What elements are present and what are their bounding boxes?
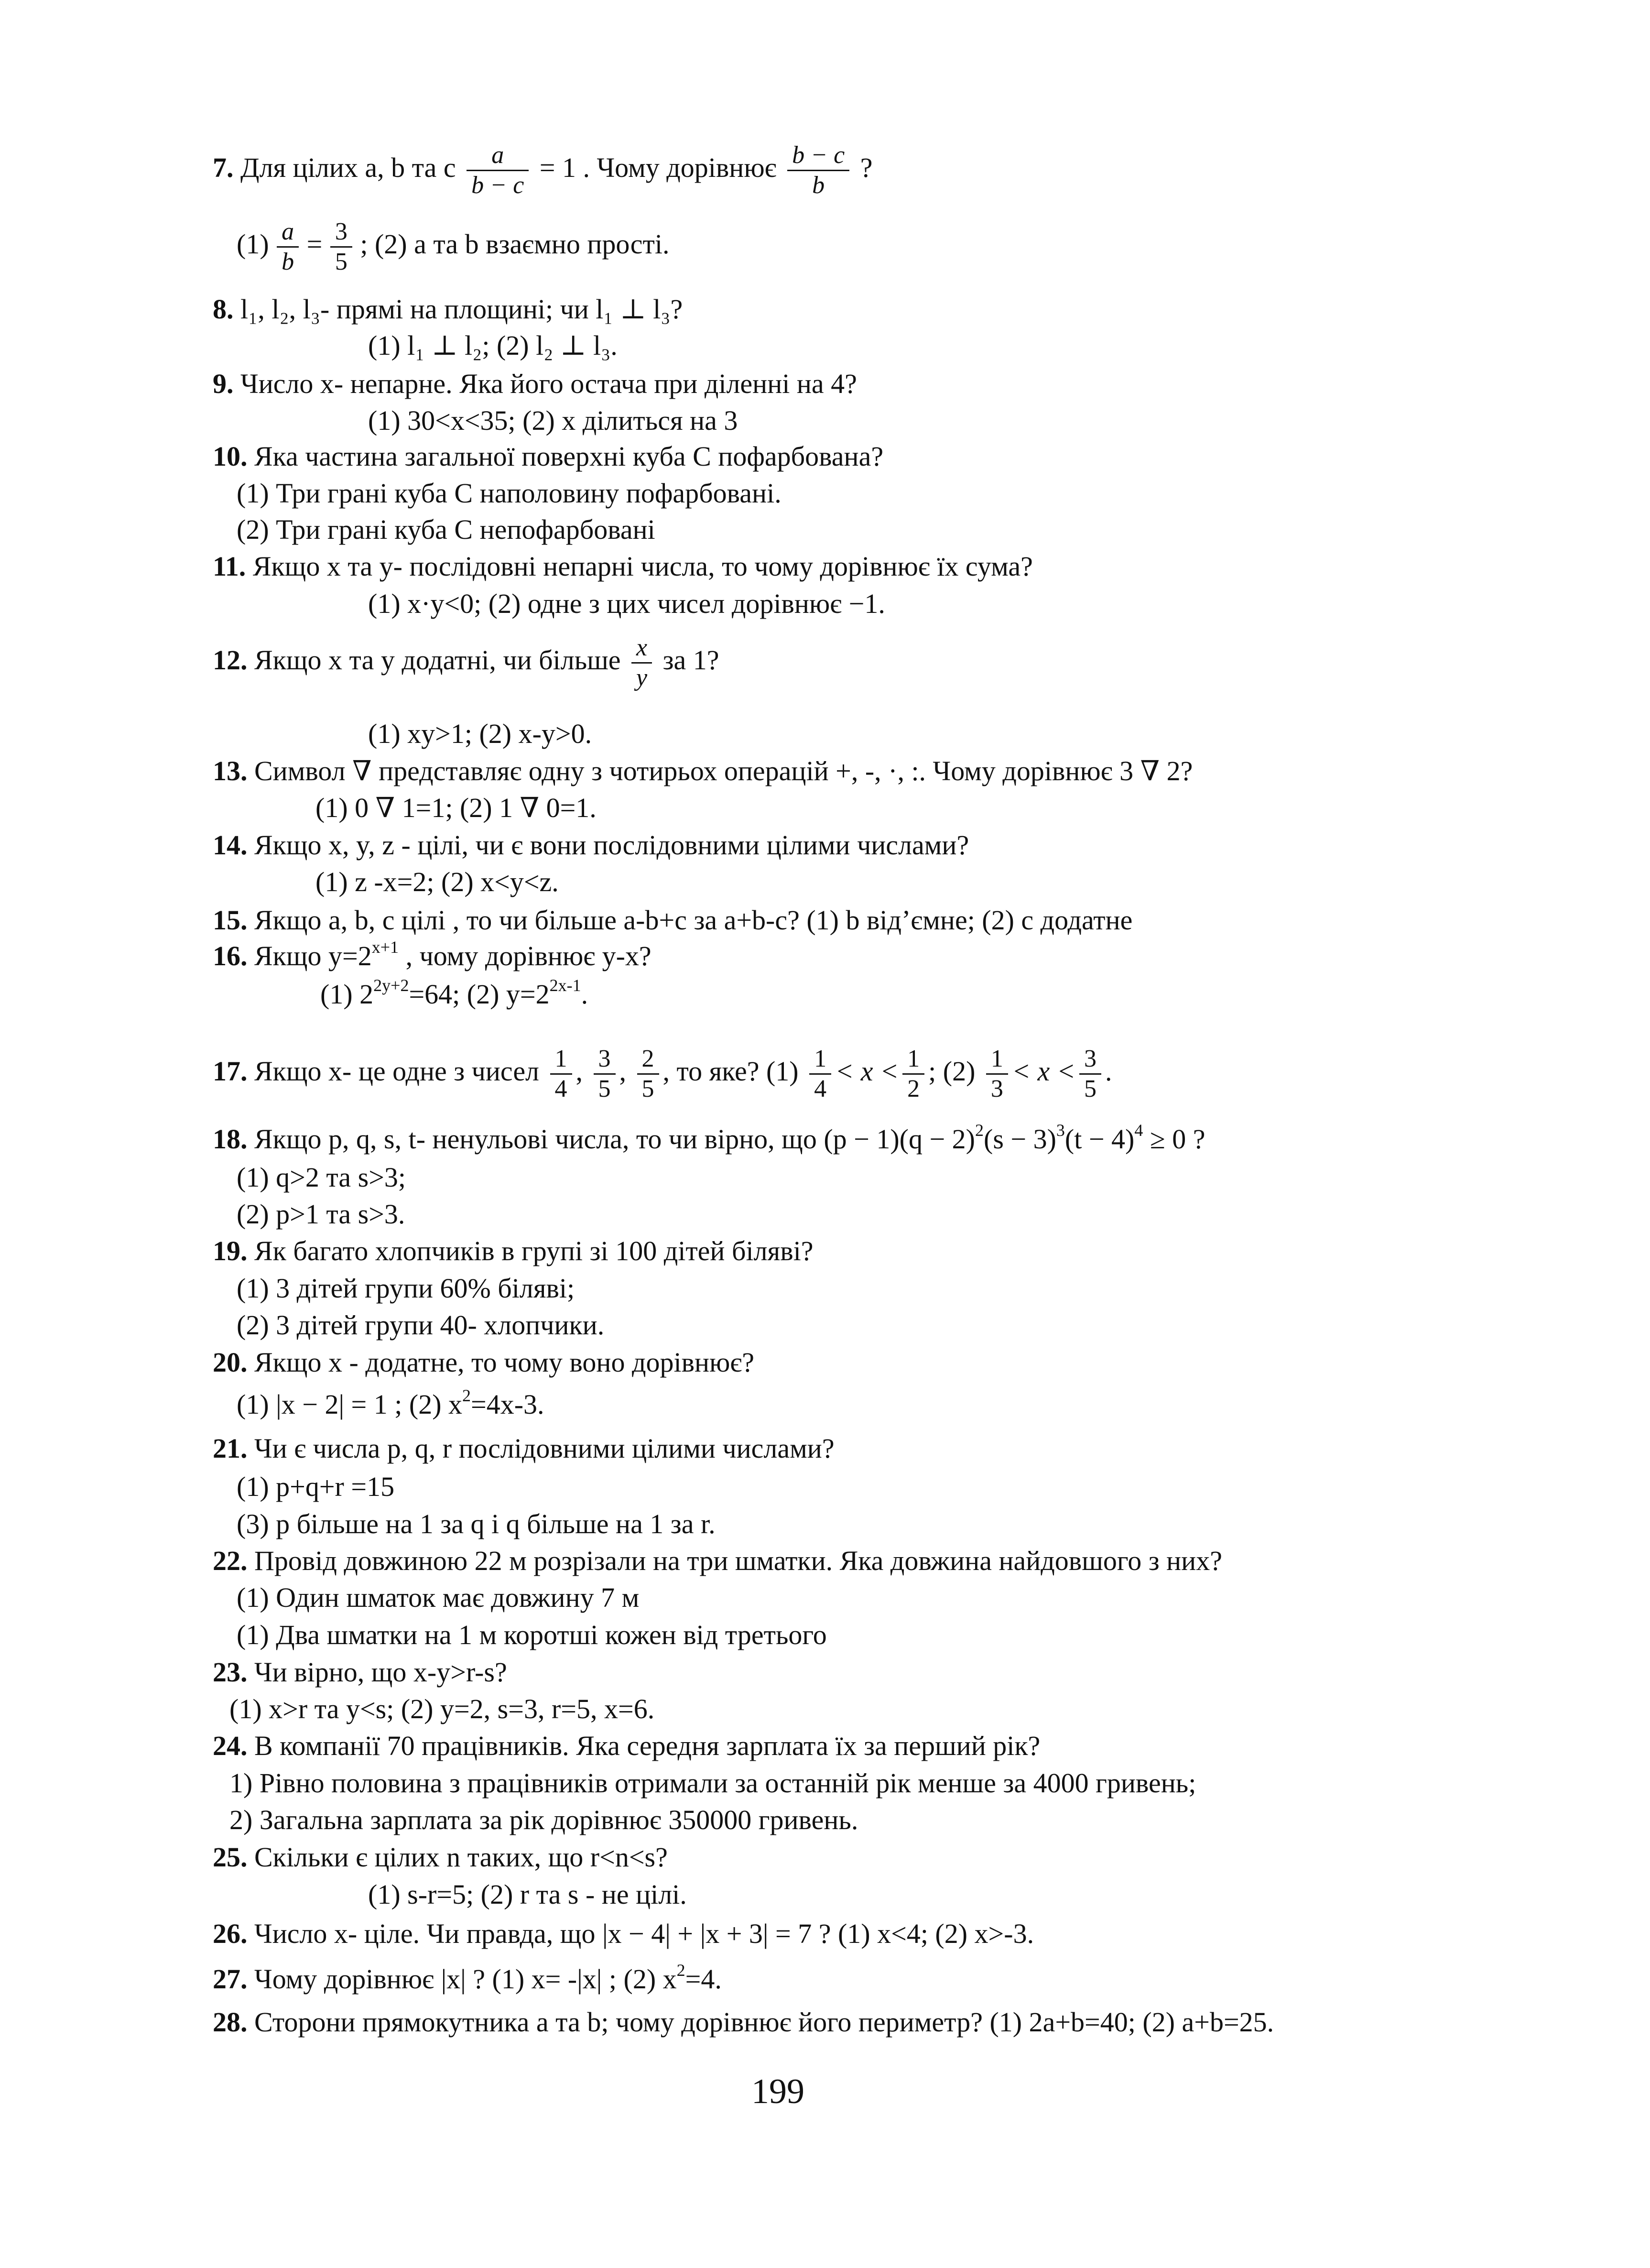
- fraction-x-over-y: [631, 633, 652, 692]
- problem-text: Для цілих a, b та c: [240, 152, 456, 183]
- problem-24-statement-1: 1) Рівно половина з працівників отримали за останній рік менше за 4000 гривень;: [229, 1767, 1196, 1799]
- problem-10-statement-1: (1) Три грані куба C наполовину пофарбовані.: [237, 478, 782, 509]
- numerator: x: [631, 633, 652, 664]
- statement-text: (1) 2: [320, 979, 374, 1010]
- denominator: y: [636, 664, 648, 691]
- exponent: 3: [1056, 1121, 1065, 1140]
- fraction-3-over-5: [1079, 1045, 1101, 1103]
- denominator: b − c: [471, 172, 524, 199]
- problem-number: 15.: [213, 905, 248, 936]
- fraction-b-minus-c-over-b: [787, 141, 849, 200]
- denominator: 2: [907, 1075, 920, 1102]
- problem-text: Якщо a, b, c цілі , то чи більше a-b+c за a+b-c? (1) b від’ємне; (2) c додатне: [254, 905, 1133, 936]
- problem-25-statements: (1) s-r=5; (2) r та s - не цілі.: [368, 1879, 687, 1910]
- problem-number: 13.: [213, 755, 248, 786]
- exponent: 2: [676, 1961, 685, 1980]
- fraction-2-over-5: [637, 1045, 659, 1103]
- numerator: 1: [809, 1045, 831, 1075]
- problem-15-question: [213, 904, 1132, 937]
- numerator: a: [467, 141, 529, 171]
- statement-text: ; (2) a та b взаємно прості.: [360, 228, 670, 260]
- numerator: b − c: [787, 141, 849, 171]
- inequality: < x <: [835, 1055, 899, 1087]
- problem-text: Сторони прямокутника a та b; чому дорівнює його периметр? (1) 2a+b=40; (2) a+b=25.: [254, 2006, 1274, 2038]
- fraction-1-over-4: [550, 1045, 572, 1103]
- fraction-1-over-4: [809, 1045, 831, 1103]
- problem-number: 24.: [213, 1730, 248, 1761]
- problem-number: 7.: [213, 152, 234, 183]
- problem-number: 18.: [213, 1123, 248, 1155]
- problem-14-question: [213, 829, 969, 862]
- exponent: 4: [1134, 1121, 1143, 1140]
- denominator: 5: [641, 1075, 654, 1102]
- problem-16-statements: [320, 978, 588, 1011]
- fraction-1-over-2: [902, 1045, 924, 1103]
- problem-number: 28.: [213, 2006, 248, 2038]
- problem-text: ; (2): [928, 1055, 976, 1087]
- denominator: 5: [598, 1075, 611, 1102]
- problem-text: = 1 . Чому дорівнює: [539, 152, 777, 183]
- problem-25-question: [213, 1841, 668, 1874]
- problem-text: l₁, l₂, l₃- прямі на площині; чи l₁ ⊥ l₃?: [240, 294, 683, 325]
- problem-text: Яка частина загальної поверхні куба C пофарбована?: [254, 441, 884, 472]
- problem-text: В компанії 70 працівників. Яка середня зарплата їх за перший рік?: [254, 1730, 1041, 1761]
- statement-text: =: [306, 228, 323, 260]
- problem-19-statement-1: (1) 3 дітей групи 60% біляві;: [237, 1273, 575, 1304]
- problem-19-question: [213, 1234, 813, 1268]
- problem-text: Якщо x та y додатні, чи більше: [254, 644, 621, 676]
- problem-14-statements: (1) z -x=2; (2) x<y<z.: [315, 866, 559, 897]
- problem-text: за 1?: [662, 644, 719, 676]
- problem-12-question: [213, 633, 719, 692]
- problem-text: Якщо x та y- послідовні непарні числа, то чому дорівнює їх сума?: [252, 551, 1033, 582]
- exponent: 2x-1: [549, 976, 581, 995]
- problem-text: Чому дорівнює |x| ? (1) x= -|x| ; (2) x: [254, 1963, 677, 1995]
- problem-21-statement-2: (3) p більше на 1 за q і q більше на 1 за r.: [237, 1508, 716, 1539]
- problem-9-statements: (1) 30<x<35; (2) x ділиться на 3: [368, 405, 738, 436]
- fraction-a-over-b: [277, 218, 299, 276]
- denominator: 5: [335, 248, 347, 275]
- exponent: 2: [975, 1121, 984, 1140]
- problem-number: 17.: [213, 1055, 248, 1087]
- problem-text: ?: [860, 152, 873, 183]
- inequality: < x <: [1011, 1055, 1075, 1087]
- problem-text: Якщо y=2: [254, 940, 372, 971]
- problem-9-question: [213, 367, 857, 401]
- problem-7-statements: [237, 218, 670, 276]
- problem-13-statements: (1) 0 ∇ 1=1; (2) 1 ∇ 0=1.: [315, 792, 597, 823]
- problem-10-statement-2: (2) Три грані куба C непофарбовані: [237, 514, 655, 545]
- problem-number: 22.: [213, 1545, 248, 1576]
- problem-23-statements: (1) x>r та y<s; (2) y=2, s=3, r=5, x=6.: [229, 1693, 655, 1724]
- problem-text: , то яке? (1): [662, 1055, 799, 1087]
- fraction-a-over-b-minus-c: [467, 141, 529, 200]
- fraction-3-over-5: [330, 218, 352, 276]
- numerator: 3: [1079, 1045, 1101, 1075]
- denominator: 4: [814, 1075, 827, 1102]
- problem-22-question: [213, 1544, 1222, 1578]
- problem-number: 8.: [213, 294, 234, 325]
- problem-text: Провід довжиною 22 м розрізали на три шматки. Яка довжина найдовшого з них?: [254, 1545, 1222, 1576]
- numerator: 1: [550, 1045, 572, 1075]
- denominator: 3: [990, 1075, 1003, 1102]
- fraction-3-over-5: [594, 1045, 616, 1103]
- problem-27-question: [213, 1963, 722, 1996]
- problem-12-statements: (1) xy>1; (2) x-y>0.: [368, 718, 592, 749]
- numerator: 3: [594, 1045, 616, 1075]
- problem-8-statements: (1) l₁ ⊥ l₂; (2) l₂ ⊥ l₃.: [368, 330, 618, 361]
- page-number: 199: [751, 2072, 804, 2111]
- problem-16-question: [213, 939, 651, 973]
- problem-21-statement-1: (1) p+q+r =15: [237, 1471, 395, 1502]
- problem-number: 25.: [213, 1842, 248, 1873]
- problem-number: 21.: [213, 1433, 248, 1464]
- numerator: a: [277, 218, 299, 248]
- numerator: 1: [902, 1045, 924, 1075]
- problem-number: 20.: [213, 1347, 248, 1378]
- problem-19-statement-2: (2) 3 дітей групи 40- хлопчики.: [237, 1309, 605, 1341]
- denominator: 5: [1084, 1075, 1096, 1102]
- problem-8-question: [213, 293, 683, 326]
- problem-text: Символ ∇ представляє одну з чотирьох операцій +, -, ·, :. Чому дорівнює 3 ∇ 2?: [254, 755, 1193, 786]
- problem-text: Як багато хлопчиків в групі зі 100 дітей біляві?: [254, 1235, 814, 1266]
- numerator: 2: [637, 1045, 659, 1075]
- problem-text: (s − 3): [984, 1123, 1056, 1155]
- problem-24-question: [213, 1729, 1040, 1763]
- problem-7-question: [213, 141, 872, 200]
- problem-text: .: [1105, 1055, 1112, 1087]
- statement-text: =64; (2) y=2: [409, 979, 550, 1010]
- statement-text: (1): [237, 228, 269, 260]
- exponent: x+1: [371, 938, 399, 957]
- problem-number: 11.: [213, 551, 246, 582]
- problem-17-question: 17. Якщо x- це одне з чисел $\frac{1}{4}$ , $\frac{3}{5}$ , $\frac{2}{5}$ , то яке? (1) $\frac{1}{4}$ < x < $\frac{1}{2}$ ; (2) $\frac{1}{3}$ < x < $\frac{3}{5}$ .: [213, 1045, 1112, 1102]
- problem-22-statement-2: (1) Два шматки на 1 м коротші кожен від третього: [237, 1619, 827, 1650]
- problem-23-question: [213, 1656, 507, 1689]
- problem-number: 14.: [213, 829, 248, 861]
- problem-number: 27.: [213, 1963, 248, 1995]
- numerator: 1: [986, 1045, 1008, 1075]
- denominator: 4: [554, 1075, 567, 1102]
- problem-10-question: [213, 440, 883, 473]
- denominator: b: [282, 248, 294, 275]
- denominator: b: [812, 172, 825, 199]
- problem-18-question: [213, 1123, 1205, 1156]
- problem-text: Скільки є цілих n таких, що r<n<s?: [254, 1842, 668, 1873]
- exponent: 2y+2: [373, 976, 409, 995]
- problem-text: Якщо x - додатне, то чому воно дорівнює?: [254, 1347, 754, 1378]
- problem-text: Чи вірно, що x-y>r-s?: [254, 1657, 507, 1688]
- problem-number: 19.: [213, 1235, 248, 1266]
- problem-text: Число x- непарне. Яка його остача при діленні на 4?: [240, 368, 857, 399]
- problem-26-question: [213, 1917, 1034, 1951]
- problem-text: Якщо x- це одне з чисел: [254, 1055, 540, 1087]
- problem-text: =4.: [685, 1963, 722, 1995]
- statement-text: (1) |x − 2| = 1 ; (2) x: [237, 1389, 463, 1420]
- problem-22-statement-1: (1) Один шматок має довжину 7 м: [237, 1582, 640, 1613]
- problem-number: 10.: [213, 441, 248, 472]
- problem-11-statements: (1) x·y<0; (2) одне з цих чисел дорівнює −1.: [368, 588, 885, 619]
- problem-18-statement-1: (1) q>2 та s>3;: [237, 1162, 406, 1193]
- exponent: 2: [462, 1386, 471, 1405]
- problem-20-question: [213, 1346, 754, 1379]
- problem-28-question: [213, 2006, 1274, 2039]
- problem-21-question: [213, 1432, 835, 1465]
- problem-number: 12.: [213, 644, 248, 676]
- problem-number: 16.: [213, 940, 248, 971]
- problem-20-statements: [237, 1388, 544, 1421]
- fraction-1-over-3: [986, 1045, 1008, 1103]
- problem-text: , чому дорівнює y-x?: [399, 940, 651, 971]
- problem-18-statement-2: (2) p>1 та s>3.: [237, 1199, 405, 1230]
- statement-text: =4x-3.: [471, 1389, 544, 1420]
- problem-text: Число x- ціле. Чи правда, що |x − 4| + |x + 3| = 7 ? (1) x<4; (2) x>-3.: [254, 1918, 1034, 1949]
- statement-text: .: [581, 979, 588, 1010]
- problem-text: Якщо p, q, s, t- ненульові числа, то чи вірно, що (p − 1)(q − 2): [254, 1123, 975, 1155]
- problem-number: 23.: [213, 1657, 248, 1688]
- problem-text: (t − 4): [1064, 1123, 1135, 1155]
- problem-24-statement-2: 2) Загальна зарплата за рік дорівнює 350000 гривень.: [229, 1804, 858, 1835]
- problem-text: ≥ 0 ?: [1143, 1123, 1205, 1155]
- problem-11-question: [213, 550, 1033, 583]
- problem-number: 26.: [213, 1918, 248, 1949]
- problem-number: 9.: [213, 368, 234, 399]
- problem-13-question: [213, 754, 1193, 788]
- problem-text: Якщо x, y, z - цілі, чи є вони послідовними цілими числами?: [254, 829, 969, 861]
- numerator: 3: [330, 218, 352, 248]
- problem-text: Чи є числа p, q, r послідовними цілими числами?: [254, 1433, 835, 1464]
